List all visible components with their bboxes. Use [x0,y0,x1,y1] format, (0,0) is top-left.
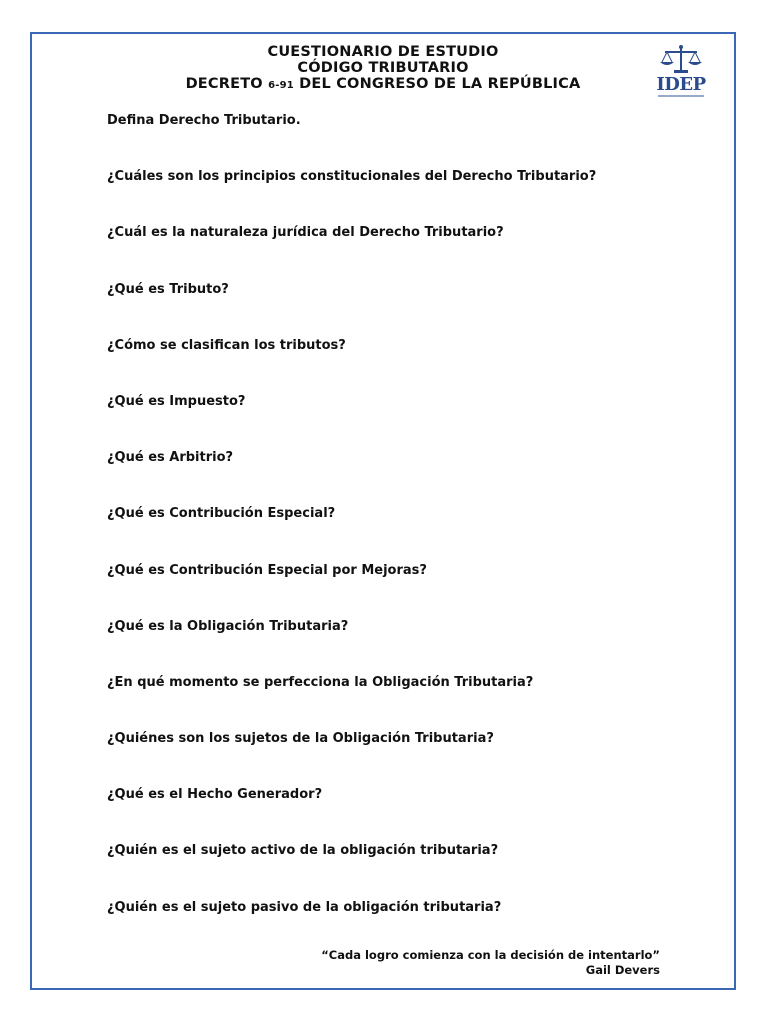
quote-author: Gail Devers [585,963,660,977]
question-item: ¿Qué es la Obligación Tributaria? [107,618,349,634]
question-item: ¿Qué es Arbitrio? [107,450,234,466]
question-item: ¿Quién es el sujeto activo de la obligación tributaria? [107,843,499,859]
quote-text: “Cada logro comienza con la decisión de intentarlo” [321,948,660,962]
logo-tagline-line [658,95,704,97]
question-item: ¿Qué es el Hecho Generador? [107,787,323,803]
document-header [32,44,734,94]
question-item: Defina Derecho Tributario. [107,113,301,128]
decree-prefix: DECRETO [185,76,269,92]
question-item: ¿Qué es Impuesto? [107,393,246,409]
question-item: ¿Quién es el sujeto pasivo de la obligación tributaria? [107,899,502,915]
logo-text: IDEP [656,74,706,95]
question-item: ¿Qué es Tributo? [107,281,229,297]
question-item: ¿Qué es Contribución Especial por Mejoras? [107,562,427,578]
question-item: ¿Qué es Contribución Especial? [107,506,336,522]
scales-of-justice-icon [652,44,710,76]
question-item: ¿Quiénes son los sujetos de la Obligación Tributaria? [107,731,494,747]
closing-quote [321,948,660,978]
decree-number: 6-91 [268,80,294,91]
title-line-3 [32,76,734,94]
question-item: ¿Cuál es la naturaleza jurídica del Derecho Tributario? [107,225,504,241]
question-item: ¿En qué momento se perfecciona la Obligación Tributaria? [107,674,534,690]
question-item: ¿Cuáles son los principios constitucionales del Derecho Tributario? [107,169,597,185]
decree-suffix: DEL CONGRESO DE LA REPÚBLICA [293,76,581,92]
idep-logo [652,44,710,100]
question-list [107,112,707,955]
question-item: ¿Cómo se clasifican los tributos? [107,337,346,353]
title-line-2: CÓDIGO TRIBUTARIO [297,60,469,76]
title-line-1: CUESTIONARIO DE ESTUDIO [267,44,499,60]
page-border [30,32,736,990]
